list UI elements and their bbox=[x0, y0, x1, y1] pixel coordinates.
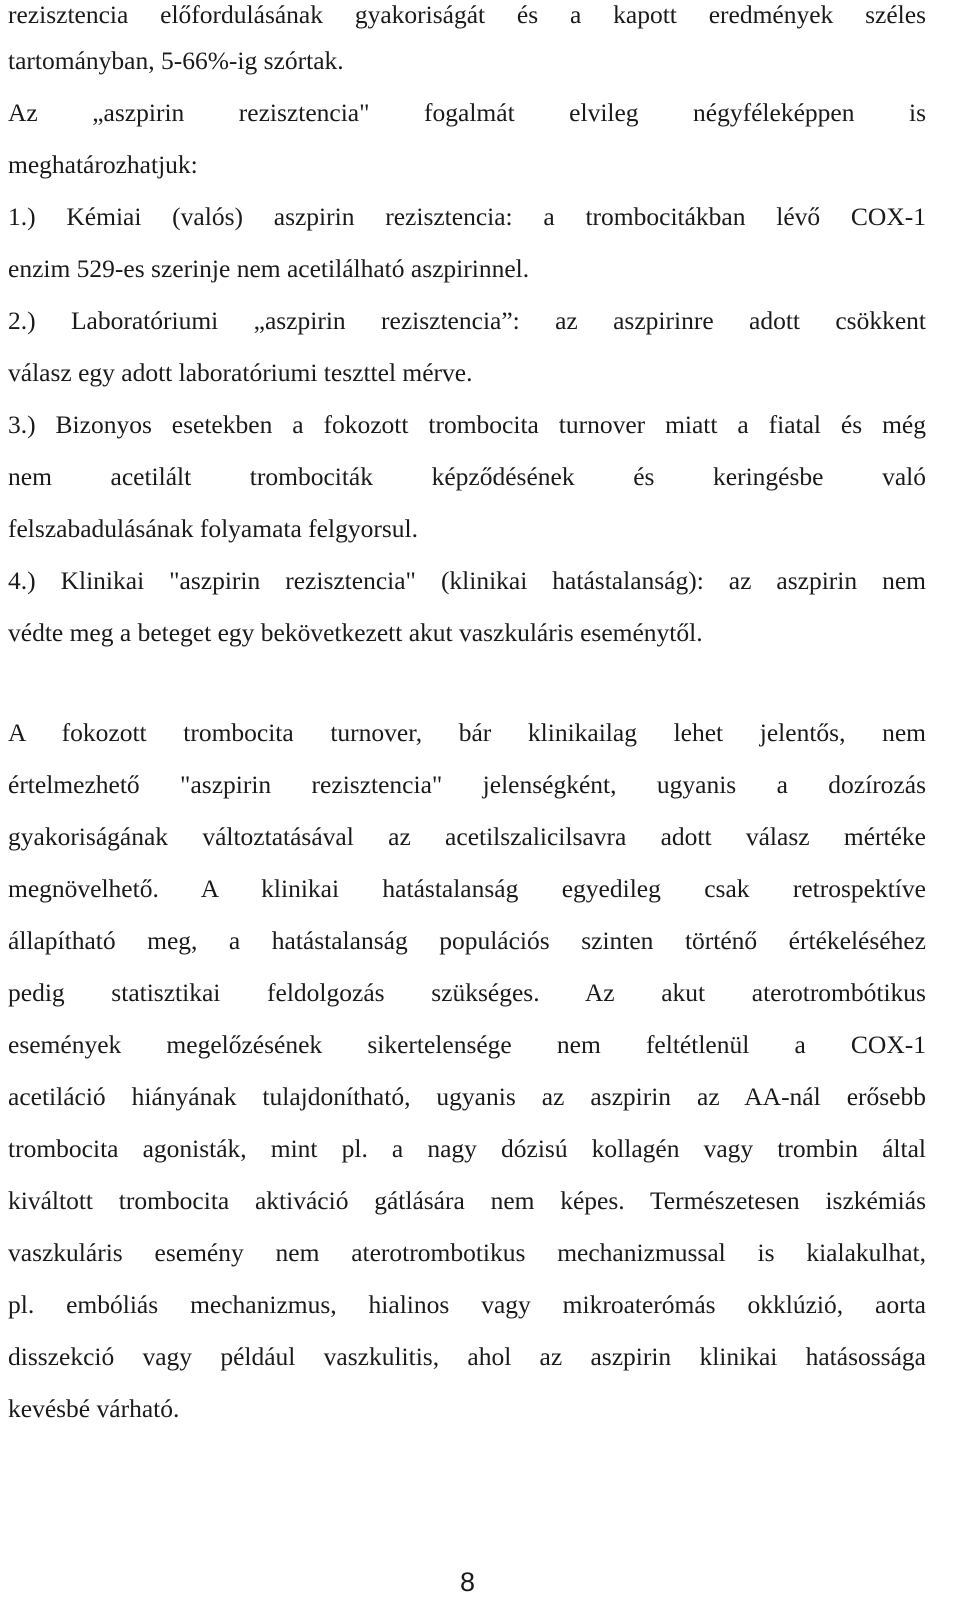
text-line: gyakoriságának változtatásával az acetilszalicilsavra adott válasz mértéke bbox=[8, 822, 926, 851]
text-line: értelmezhető "aszpirin rezisztencia" jelenségként, ugyanis a dozírozás bbox=[8, 770, 926, 799]
text-line: acetiláció hiányának tulajdonítható, ugyanis az aszpirin az AA-nál erősebb bbox=[8, 1082, 926, 1111]
text-line: pedig statisztikai feldolgozás szükséges. Az akut aterotrombótikus bbox=[8, 978, 926, 1007]
text-line: vaszkuláris esemény nem aterotrombotikus mechanizmussal is kialakulhat, bbox=[8, 1238, 926, 1267]
text-line: 2.) Laboratóriumi „aszpirin rezisztencia”: az aszpirinre adott csökkent bbox=[8, 306, 926, 335]
text-line: nem acetilált trombociták képződésének és keringésbe való bbox=[8, 462, 926, 491]
page-number: 8 bbox=[459, 1567, 476, 1597]
text-line: megnövelhető. A klinikai hatástalanság egyedileg csak retrospektíve bbox=[8, 874, 926, 903]
text-line: 1.) Kémiai (valós) aszpirin rezisztencia: a trombocitákban lévő COX-1 bbox=[8, 202, 926, 231]
text-line: állapítható meg, a hatástalanság populációs szinten történő értékeléséhez bbox=[8, 926, 926, 955]
text-line: kevésbé várható. bbox=[8, 1394, 180, 1423]
text-line: felszabadulásának folyamata felgyorsul. bbox=[8, 514, 418, 543]
text-line: tartományban, 5-66%-ig szórtak. bbox=[8, 46, 344, 75]
text-line: rezisztencia előfordulásának gyakoriságát és a kapott eredmények széles bbox=[8, 0, 926, 29]
text-line: pl. embóliás mechanizmus, hialinos vagy mikroaterómás okklúzió, aorta bbox=[8, 1290, 926, 1319]
text-line: Az „aszpirin rezisztencia" fogalmát elvileg négyféleképpen is bbox=[8, 98, 926, 127]
text-line: események megelőzésének sikertelensége nem feltétlenül a COX-1 bbox=[8, 1030, 926, 1059]
text-line: 3.) Bizonyos esetekben a fokozott trombocita turnover miatt a fiatal és még bbox=[8, 410, 926, 439]
text-line: 4.) Klinikai "aszpirin rezisztencia" (klinikai hatástalanság): az aszpirin nem bbox=[8, 566, 926, 595]
text-line: kiváltott trombocita aktiváció gátlására nem képes. Természetesen iszkémiás bbox=[8, 1186, 926, 1215]
text-line: enzim 529-es szerinje nem acetilálható aszpirinnel. bbox=[8, 254, 530, 283]
text-line: A fokozott trombocita turnover, bár klinikailag lehet jelentős, nem bbox=[8, 718, 926, 747]
text-line: trombocita agonisták, mint pl. a nagy dózisú kollagén vagy trombin által bbox=[8, 1134, 926, 1163]
text-line: válasz egy adott laboratóriumi teszttel mérve. bbox=[8, 358, 473, 387]
text-line: disszekció vagy például vaszkulitis, ahol az aszpirin klinikai hatásossága bbox=[8, 1342, 926, 1371]
text-line: védte meg a beteget egy bekövetkezett akut vaszkuláris eseménytől. bbox=[8, 618, 703, 647]
text-line: meghatározhatjuk: bbox=[8, 150, 198, 179]
